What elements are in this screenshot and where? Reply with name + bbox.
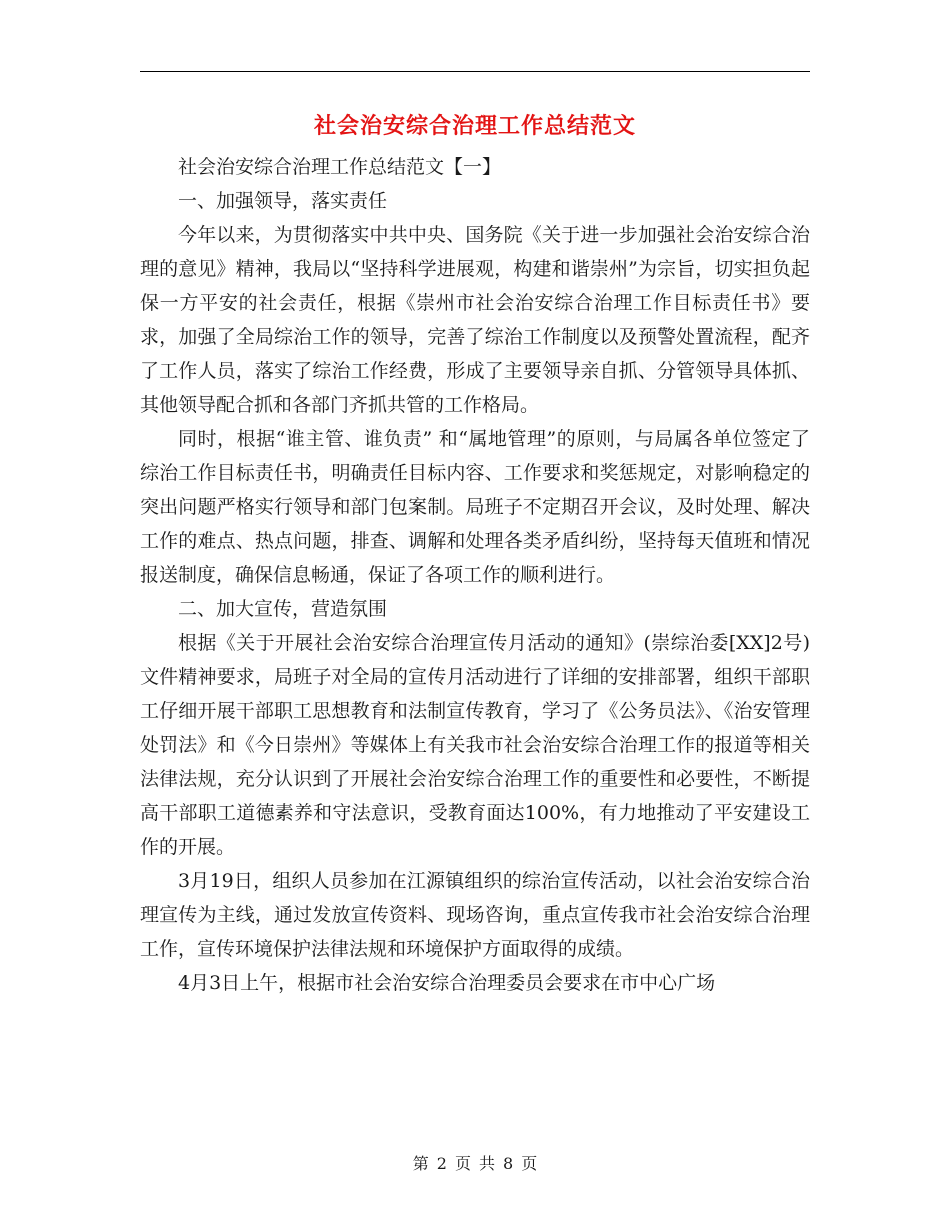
body-paragraph: 今年以来，为贯彻落实中共中央、国务院《关于进一步加强社会治安综合治理的意见》精神，我局以“坚持科学进展观，构建和谐崇州”为宗旨，切实担负起保一方平安的社会责任，根据《崇州市社会治安综合治理工作目标责任书》要求，加强了全局综治工作的领导，完善了综治工作制度以及预警处置流程，配齐了工作人员，落实了综治工作经费，形成了主要领导亲自抓、分管领导具体抓、其他领导配合抓和各部门齐抓共管的工作格局。	[140, 224, 810, 416]
document-body	[140, 150, 810, 1000]
footer-total-word: 共	[479, 1154, 496, 1173]
body-paragraph: 4月3日上午，根据市社会治安综合治理委员会要求在市中心广场	[178, 972, 716, 994]
footer-suffix: 页	[521, 1154, 538, 1173]
footer-current-page: 2	[436, 1154, 447, 1173]
header-rule	[140, 71, 810, 72]
body-paragraph: 根据《关于开展社会治安综合治理宣传月活动的通知》(崇综治委[XX]2号) 文件精神要求，局班子对全局的宣传月活动进行了详细的安排部署，组织干部职工仔细开展干部职工思想教育和法制宣传教育，学习了《公务员法》、《治安管理处罚法》和《今日崇州》等媒体上有关我市社会治安综合治理工作的报道等相关法律法规，充分认识到了开展社会治安综合治理工作的重要性和必要性，不断提高干部职工道德素养和守法意识，受教育面达100%，有力地推动了平安建设工作的开展。	[140, 632, 810, 858]
document-title: 社会治安综合治理工作总结范文	[313, 113, 636, 139]
body-paragraph: 3月19日，组织人员参加在江源镇组织的综治宣传活动，以社会治安综合治理宣传为主线，通过发放宣传资料、现场咨询，重点宣传我市社会治安综合治理工作，宣传环境保护法律法规和环境保护方面取得的成绩。	[140, 870, 810, 960]
footer-prefix: 第	[412, 1154, 429, 1173]
body-paragraph: 同时，根据“谁主管、谁负责” 和“属地管理”的原则，与局属各单位签定了综治工作目标责任书，明确责任目标内容、工作要求和奖惩规定，对影响稳定的突出问题严格实行领导和部门包案制。局班子不定期召开会议，及时处理、解决工作的难点、热点问题，排查、调解和处理各类矛盾纠纷，坚持每天值班和情况报送制度，确保信息畅通，保证了各项工作的顺利进行。	[140, 428, 810, 586]
footer-total-pages: 8	[503, 1154, 514, 1173]
section-heading: 社会治安综合治理工作总结范文【一】	[178, 156, 502, 178]
subsection-heading: 二、加大宣传，营造氛围	[178, 598, 388, 620]
subsection-heading: 一、加强领导，落实责任	[178, 190, 388, 212]
footer-page-word: 页	[454, 1154, 471, 1173]
page-footer	[140, 1152, 810, 1176]
